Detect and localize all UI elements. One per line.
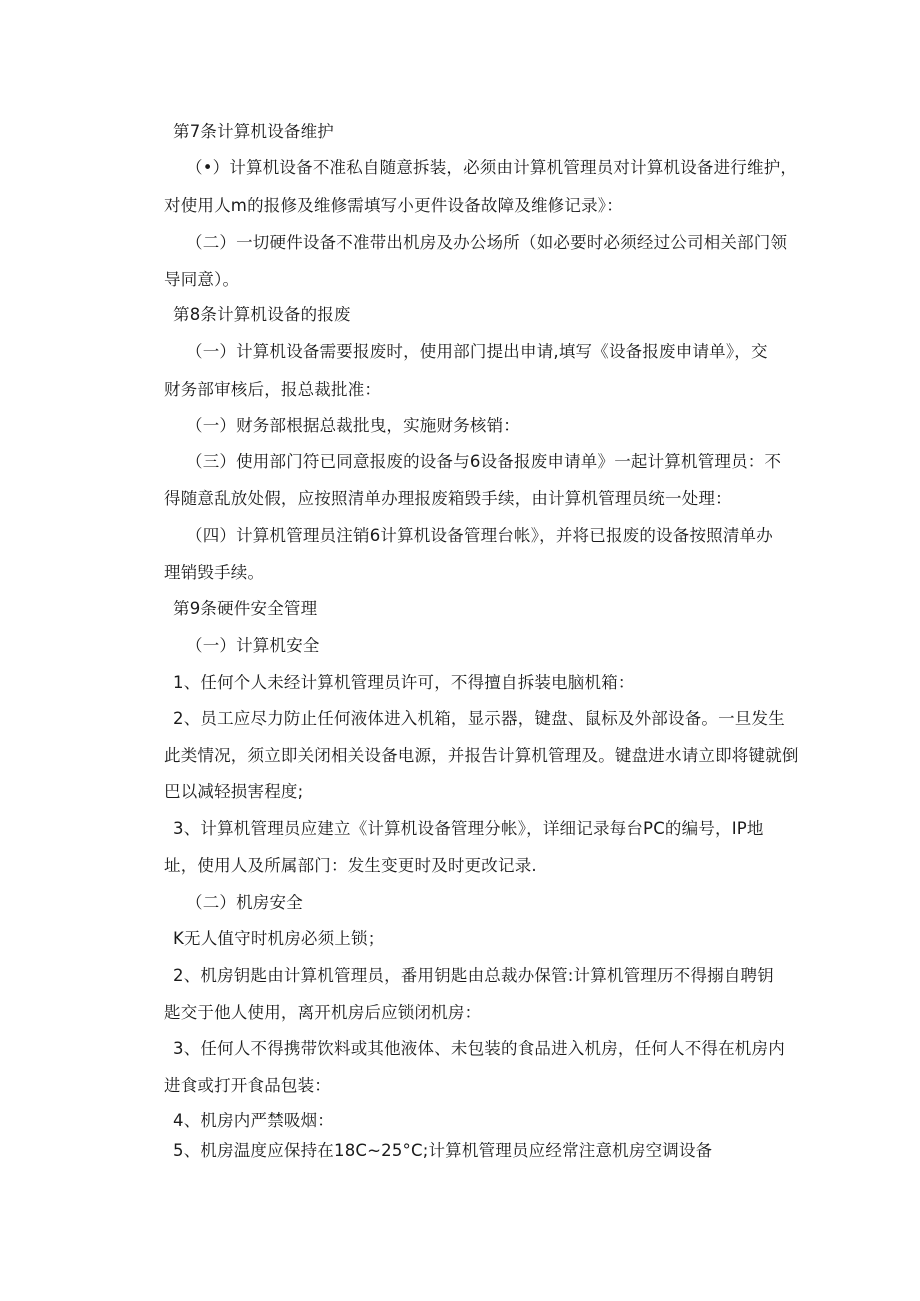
- article-8-item-4-line-2: 理销毁手续。: [164, 563, 265, 582]
- article-7-item-1-line-1: （•）计算机设备不准私自随意拆装，必须由计算机管理员对计算机设备进行维护，: [186, 158, 798, 177]
- article-7-item-2-line-2: 导同意）。: [164, 270, 240, 289]
- computer-rule-2-line-2: 此类情况，须立即关闭相关设备电源，并报告计算机管理及。键盘进水请立即将键就倒: [164, 746, 799, 765]
- section-machine-room-security: （二）机房安全: [186, 893, 303, 912]
- section-computer-security: （一）计算机安全: [186, 636, 320, 655]
- article-8-item-2-line-1: （一）财务部根据总裁批曳，实施财务核销：: [186, 416, 520, 435]
- room-rule-4: 4、机房内严禁吸烟：: [173, 1111, 334, 1130]
- article-8-item-1-line-2: 财务部审核后，报总裁批准：: [164, 380, 382, 399]
- article-7-heading: 第7条计算机设备维护: [173, 122, 334, 141]
- article-8-item-3-line-2: 得随意乱放处假，应按照清单办理报废箱毁手续，由计算机管理员统一处理：: [164, 489, 732, 508]
- room-rule-1: K无人值守时机房必须上锁；: [173, 929, 385, 948]
- room-rule-2-line-2: 匙交于他人使用，离开机房后应锁闭机房：: [164, 1003, 482, 1022]
- computer-rule-3-line-1: 3、计算机管理员应建立《计算机设备管理分帐》，详细记录每台PC的编号，IP地: [173, 819, 764, 838]
- article-8-item-4-line-1: （四）计算机管理员注销6计算机设备管理台帐》，并将已报废的设备按照清单办: [186, 526, 773, 545]
- room-rule-2-line-1: 2、机房钥匙由计算机管理员，番用钥匙由总裁办保管:计算机管理历不得搦自聘钥: [173, 966, 774, 985]
- computer-rule-1: 1、任何个人未经计算机管理员许可，不得擅自拆装电脑机箱：: [173, 673, 635, 692]
- room-rule-3-line-1: 3、任何人不得携带饮料或其他液体、未包装的食品进入机房，任何人不得在机房内: [173, 1039, 785, 1058]
- room-rule-5: 5、机房温度应保持在18C~25°C;计算机管理员应经常注意机房空调设备: [173, 1141, 713, 1160]
- article-8-item-3-line-1: （三）使用部门符已同意报废的设备与6设备报废申请单》一起计算机管理员：不: [186, 452, 782, 471]
- computer-rule-2-line-1: 2、员工应尽力防止任何液体进入机箱，显示器，键盘、鼠标及外部设备。一旦发生: [173, 709, 785, 728]
- article-7-item-1-line-2: 对使用人m的报修及维修需填写小更件设备故障及维修记录》：: [164, 196, 623, 215]
- room-rule-3-line-2: 进食或打开食品包装：: [164, 1076, 331, 1095]
- article-8-item-1-line-1: （一）计算机设备需要报废时，使用部门提出申请,填写《设备报废申请单》，交: [186, 342, 768, 361]
- article-7-item-2-line-1: （二）一切硬件设备不准带出机房及办公场所（如必要时必须经过公司相关部门领: [186, 233, 788, 252]
- article-8-heading: 第8条计算机设备的报废: [173, 305, 351, 324]
- article-9-heading: 第9条硬件安全管理: [173, 599, 318, 618]
- computer-rule-3-line-2: 址，使用人及所属部门：发生变更时及时更改记录.: [164, 856, 537, 875]
- computer-rule-2-line-3: 巴以减轻损害程度;: [164, 782, 304, 801]
